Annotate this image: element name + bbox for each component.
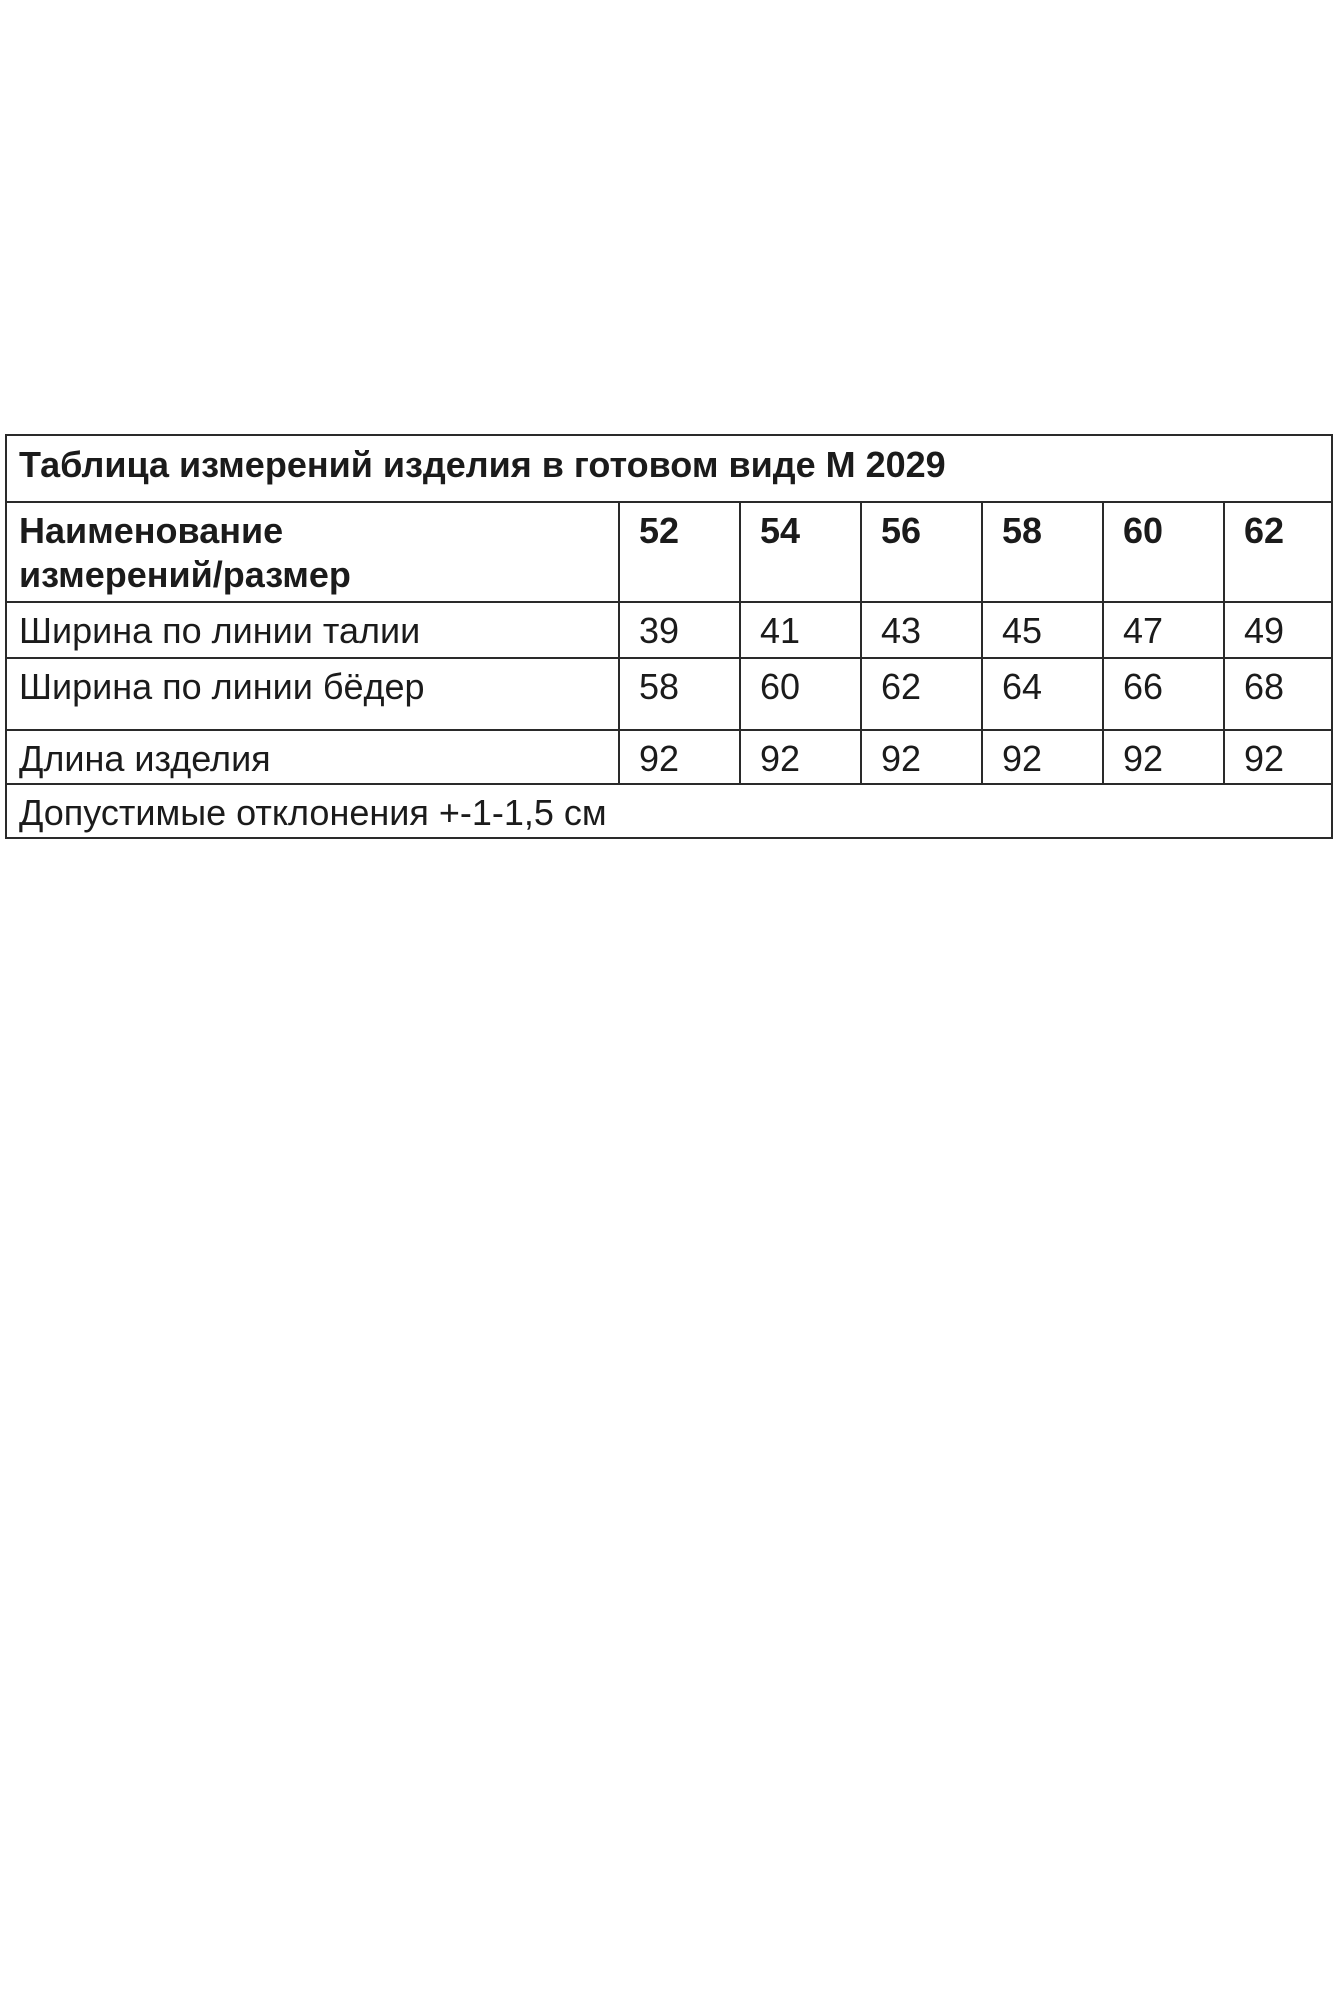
cell-value: 49 bbox=[1224, 602, 1332, 658]
header-size-62: 62 bbox=[1224, 502, 1332, 602]
header-size-54: 54 bbox=[740, 502, 861, 602]
cell-value: 41 bbox=[740, 602, 861, 658]
table-tolerance-row bbox=[6, 784, 1332, 838]
header-size-56: 56 bbox=[861, 502, 982, 602]
cell-value: 66 bbox=[1103, 658, 1224, 730]
table-row-waist-width bbox=[6, 602, 1332, 658]
header-name-line-2: измерений/размер bbox=[19, 553, 351, 595]
cell-value: 92 bbox=[740, 730, 861, 784]
cell-value: 47 bbox=[1103, 602, 1224, 658]
cell-value: 92 bbox=[1103, 730, 1224, 784]
measurement-table bbox=[5, 434, 1333, 839]
cell-value: 45 bbox=[982, 602, 1103, 658]
table-title-row bbox=[6, 435, 1332, 502]
row-label: Длина изделия bbox=[6, 730, 619, 784]
cell-value: 43 bbox=[861, 602, 982, 658]
tolerance-note: Допустимые отклонения +-1-1,5 см bbox=[6, 784, 1332, 838]
cell-value: 92 bbox=[982, 730, 1103, 784]
cell-value: 92 bbox=[619, 730, 740, 784]
table-row-hip-width bbox=[6, 658, 1332, 730]
table-row-item-length bbox=[6, 730, 1332, 784]
table-title: Таблица измерений изделия в готовом виде М 2029 bbox=[6, 435, 1332, 502]
row-label: Ширина по линии талии bbox=[6, 602, 619, 658]
cell-value: 58 bbox=[619, 658, 740, 730]
cell-value: 39 bbox=[619, 602, 740, 658]
header-size-52: 52 bbox=[619, 502, 740, 602]
table-header-row bbox=[6, 502, 1332, 602]
cell-value: 62 bbox=[861, 658, 982, 730]
header-name-cell bbox=[6, 502, 619, 602]
cell-value: 92 bbox=[861, 730, 982, 784]
cell-value: 68 bbox=[1224, 658, 1332, 730]
cell-value: 64 bbox=[982, 658, 1103, 730]
header-size-58: 58 bbox=[982, 502, 1103, 602]
header-name-line-1: Наименование bbox=[19, 510, 284, 551]
row-label: Ширина по линии бёдер bbox=[6, 658, 619, 730]
cell-value: 60 bbox=[740, 658, 861, 730]
header-size-60: 60 bbox=[1103, 502, 1224, 602]
cell-value: 92 bbox=[1224, 730, 1332, 784]
